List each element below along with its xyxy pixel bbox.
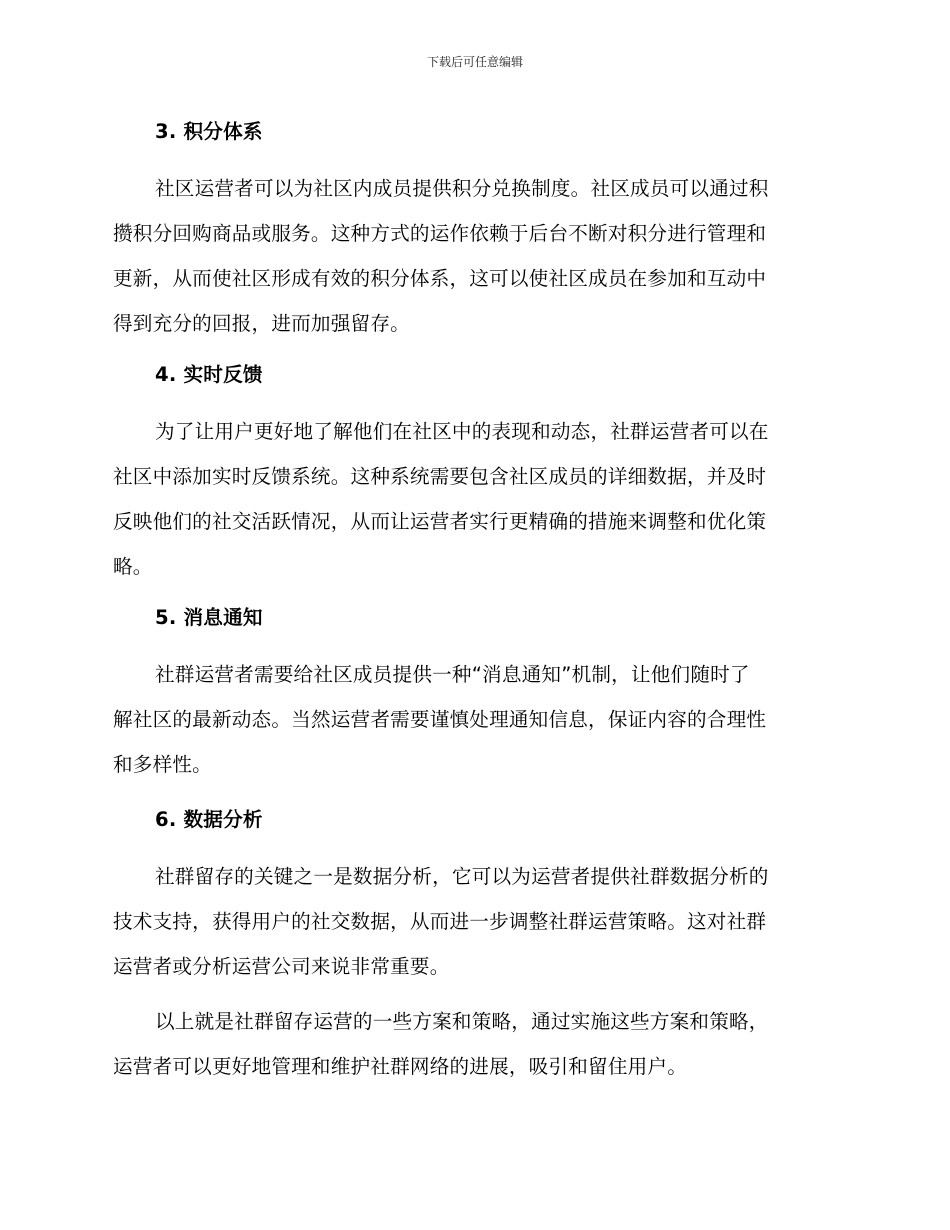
paragraph-line: 以上就是社群留存运营的一些方案和策略，通过实施这些方案和策略， xyxy=(155,1010,769,1033)
paragraph-line: 运营者可以更好地管理和维护社群网络的进展，吸引和留住用户。 xyxy=(113,1055,688,1078)
section-points-system xyxy=(113,109,829,346)
section-heading: 3. 积分体系 xyxy=(155,120,263,143)
paragraph-line: 更新，从而使社区形成有效的积分体系，这可以使社区成员在参加和互动中 xyxy=(113,267,767,290)
paragraph-line: 为了让用户更好地了解他们在社区中的表现和动态，社群运营者可以在 xyxy=(155,420,769,443)
paragraph-line: 社群运营者需要给社区成员提供一种“消息通知”机制，让他们随时了 xyxy=(155,663,750,686)
paragraph-line: 解社区的最新动态。当然运营者需要谨慎处理通知信息，保证内容的合理性 xyxy=(113,708,767,731)
section-message-notification xyxy=(113,595,829,787)
paragraph-line: 反映他们的社交活跃情况，从而让运营者实行更精确的措施来调整和优化策 xyxy=(113,510,767,533)
section-data-analysis xyxy=(113,797,829,989)
section-heading: 5. 消息通知 xyxy=(155,606,263,629)
paragraph-line: 攒积分回购商品或服务。这种方式的运作依赖于后台不断对积分进行管理和 xyxy=(113,222,767,245)
page-header: 下载后可任意编辑 xyxy=(426,55,523,69)
document-body xyxy=(113,109,829,1089)
paragraph-line: 和多样性。 xyxy=(113,753,212,776)
paragraph-line: 社区运营者可以为社区内成员提供积分兑换制度。社区成员可以通过积 xyxy=(155,177,769,200)
conclusion-paragraph xyxy=(113,999,829,1089)
paragraph-line: 运营者或分析运营公司来说非常重要。 xyxy=(113,955,450,978)
section-realtime-feedback xyxy=(113,352,829,589)
section-heading: 6. 数据分析 xyxy=(155,808,263,831)
paragraph-line: 社区中添加实时反馈系统。这种系统需要包含社区成员的详细数据，并及时 xyxy=(113,465,767,488)
paragraph-line: 得到充分的回报，进而加强留存。 xyxy=(113,312,410,335)
paragraph-line: 略。 xyxy=(113,555,153,578)
section-heading: 4. 实时反馈 xyxy=(155,363,263,386)
paragraph-line: 社群留存的关键之一是数据分析，它可以为运营者提供社群数据分析的 xyxy=(155,865,769,888)
paragraph-line: 技术支持，获得用户的社交数据，从而进一步调整社群运营策略。这对社群 xyxy=(113,910,767,933)
